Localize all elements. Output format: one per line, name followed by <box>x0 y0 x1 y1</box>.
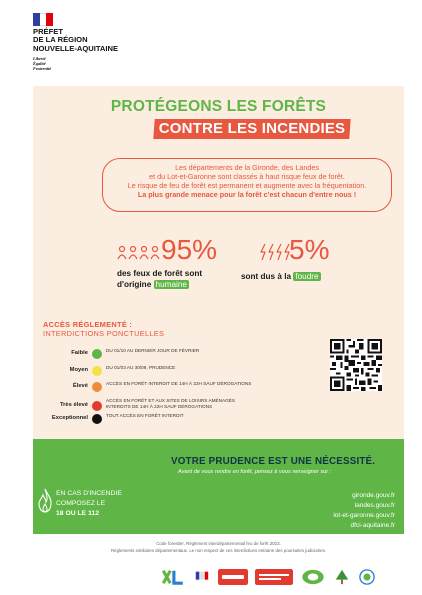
lightning-icon <box>259 242 291 262</box>
flame-icon <box>37 488 53 514</box>
prudence-subline: Avant de vous rendre en forêt, pensez à vous renseigner sur : <box>178 469 332 475</box>
title-line-2: CONTRE LES INCENDIES <box>158 120 346 137</box>
lightning-stat-text <box>241 272 321 281</box>
risk-dot-black <box>92 414 102 424</box>
qr-code-icon[interactable] <box>330 339 382 391</box>
risk-level-eleve <box>33 380 333 394</box>
emergency-line2: COMPOSEZ LE <box>56 500 106 507</box>
partner-logos <box>160 566 376 588</box>
risk-level-desc: DU 01/03 AU 30/09, PRUDENCE <box>106 365 176 370</box>
partner-logo-xl <box>160 569 186 585</box>
motto-line: Égalité <box>33 61 46 66</box>
partner-logo-round <box>358 569 376 585</box>
prefecture-name <box>33 28 118 53</box>
risk-level-desc: TOUT ACCÈS EN FORÊT INTERDIT <box>106 413 184 418</box>
partner-logo-marianne <box>193 569 211 585</box>
website-link[interactable]: landes.gouv.fr <box>354 502 395 509</box>
website-link[interactable]: dfci-aquitaine.fr <box>350 522 395 529</box>
republic-motto <box>33 56 51 71</box>
prudence-headline: VOTRE PRUDENCE EST UNE NÉCESSITÉ. <box>171 456 376 467</box>
intro-line: et du Lot-et-Garonne sont classés à haut risque feux de forêt. <box>149 172 345 182</box>
human-stat-line1: des feux de forêt sont <box>117 269 203 278</box>
risk-level-name: Faible <box>71 350 88 356</box>
risk-level-name: Exceptionnel <box>51 415 88 421</box>
human-percentage: 95% <box>161 234 218 265</box>
website-link[interactable]: lot-et-garonne.gouv.fr <box>333 512 395 519</box>
prudence-banner <box>33 439 404 534</box>
regulation-subtitle: INTERDICTIONS PONCTUELLES <box>43 329 165 338</box>
regulation-title: ACCÈS RÉGLEMENTÉ : <box>43 320 133 329</box>
risk-level-moyen <box>33 364 333 378</box>
intro-text <box>115 163 379 199</box>
info-websites <box>298 491 395 531</box>
footer-line: Code forestier, Règlement interdépartemental feu de forêt 2023. <box>156 541 281 546</box>
partner-logo-tree <box>333 569 351 585</box>
prefecture-line: NOUVELLE-AQUITAINE <box>33 43 119 53</box>
risk-dot-green <box>92 349 102 359</box>
emergency-numbers: 18 OU LE 112 <box>56 510 100 517</box>
legal-footer <box>33 541 404 554</box>
partner-logo-red-banner <box>255 569 293 585</box>
prefecture-line: PRÉFET <box>33 27 63 36</box>
french-flag-logo <box>33 13 53 26</box>
human-highlight: humaine <box>155 280 187 289</box>
prefecture-line: DE LA RÉGION <box>33 35 88 45</box>
partner-logo-sdis <box>218 569 248 585</box>
risk-level-tres-eleve <box>33 397 333 411</box>
risk-dot-orange <box>92 382 102 392</box>
lightning-highlight: foudre <box>295 272 319 281</box>
risk-level-name: Élevé <box>72 383 88 389</box>
lightning-stat-prefix: sont dus à la <box>241 272 292 281</box>
risk-level-desc: DU 01/10 AU DERNIER JOUR DE FÉVRIER <box>106 348 200 353</box>
risk-dot-yellow <box>92 366 102 376</box>
title-line-1: PROTÉGEONS LES FORÊTS <box>110 98 327 115</box>
motto-line: Fraternité <box>33 66 52 71</box>
lightning-percentage: 5% <box>289 234 330 265</box>
risk-level-exceptionnel <box>33 412 333 426</box>
emergency-line1: EN CAS D'INCENDIE <box>56 490 122 497</box>
risk-dot-red <box>92 401 102 411</box>
human-stat-prefix: d'origine <box>117 280 152 289</box>
risk-level-faible <box>33 347 333 361</box>
partner-logo-green <box>300 569 326 585</box>
risk-level-desc: ACCÈS EN FORÊT ET AUX SITES DE LOISIRS AMÉNAGÉS INTERDITS DE 14H À 22H SAUF DÉROGATIONS <box>106 398 236 409</box>
intro-emphasis: La plus grande menace pour la forêt c'est chacun d'entre nous ! <box>137 190 357 200</box>
main-panel <box>33 86 404 439</box>
website-link[interactable]: gironde.gouv.fr <box>352 492 395 499</box>
intro-line: Le risque de feu de forêt est permanent et augmente avec la fréquentation. <box>127 181 367 191</box>
people-icon <box>117 244 161 262</box>
footer-line: Réglements similaires départementaux. Le non respect de ces interdictions entraine des poursuites judiciaires. <box>110 547 326 553</box>
risk-level-name: Moyen <box>69 367 88 373</box>
motto-line: Liberté <box>33 56 46 61</box>
intro-line: Les départements de la Gironde, des Landes <box>175 163 319 172</box>
risk-level-name: Très élevé <box>59 402 88 408</box>
emergency-callout <box>56 489 122 519</box>
risk-level-desc: ACCÈS EN FORÊT INTERDIT DE 14H À 22H SAUF DÉROGATIONS <box>106 381 252 386</box>
